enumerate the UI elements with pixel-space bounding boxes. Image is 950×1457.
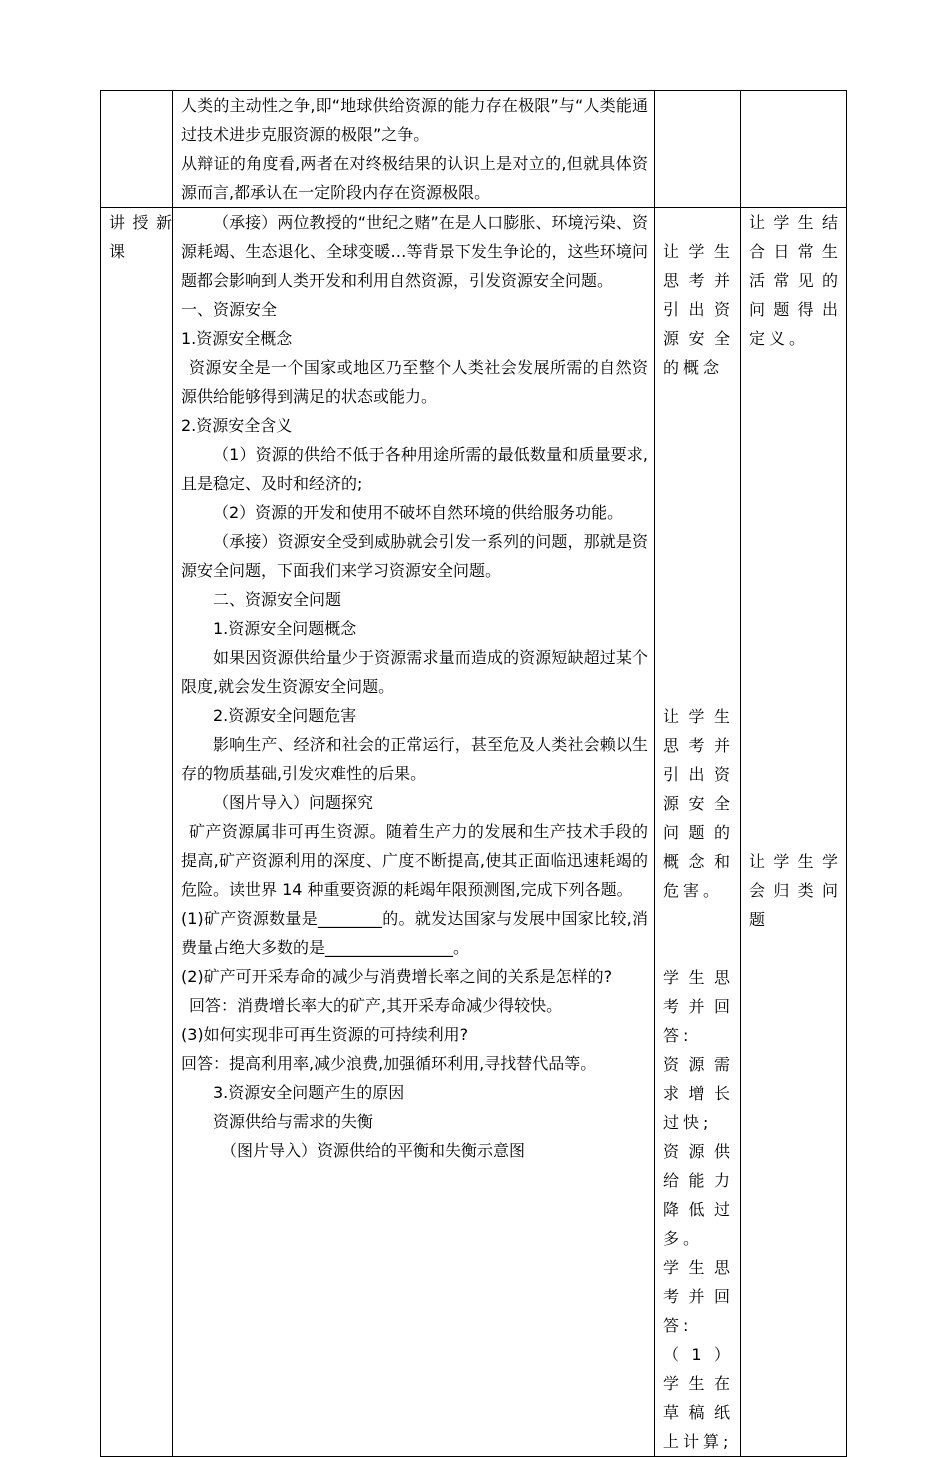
cell-teaching-content xyxy=(173,208,655,1457)
subsection-heading: 2.资源安全含义 xyxy=(181,416,293,435)
paragraph: （承接）两位教授的“世纪之赌”在是人口膨胀、环境污染、资源耗竭、生态退化、全球变暖…等背景下发生争论的，这些环境问题都会影响到人类开发和利用自然资源，引发资源安全问题。 xyxy=(181,213,648,290)
cell-student-activity xyxy=(655,208,741,1457)
paragraph: 人类的主动性之争,即“地球供给资源的能力存在极限”与“人类能通过技术进步克服资源的极限”之争。 xyxy=(181,96,648,144)
paragraph: 从辩证的角度看,两者在对终极结果的认识上是对立的,但就具体资源而言,都承认在一定阶段内存在资源极限。 xyxy=(181,154,648,202)
paragraph: 影响生产、经济和社会的正常运行，甚至危及人类社会赖以生存的物质基础,引发灾难性的后果。 xyxy=(181,735,648,783)
paragraph: 矿产资源属非可再生资源。随着生产力的发展和生产技术手段的提高,矿产资源利用的深度、广度不断提高,使其正面临迅速耗竭的危险。读世界 14 种重要资源的耗竭年限预测图,完成下列各题。 xyxy=(181,822,648,899)
spacer xyxy=(663,208,734,237)
activity-note: 让学生思考并引出资源安全问题的概念和危害。 xyxy=(663,707,734,900)
table-row-continuation xyxy=(101,91,847,208)
design-note: 让学生学会归类问题 xyxy=(749,852,842,929)
question: (2)矿产可开采寿命的减少与消费增长率之间的关系是怎样的? xyxy=(181,967,613,986)
paragraph: （1）资源的供给不低于各种用途所需的最低数量和质量要求,且是稳定、及时和经济的; xyxy=(181,445,648,493)
stage-label: 讲授新课 xyxy=(109,213,172,261)
subsection-heading: 1.资源安全问题概念 xyxy=(213,619,357,638)
activity-note: 让学生思考并引出资源安全的概念 xyxy=(663,242,734,377)
cell-design-intent-empty xyxy=(741,91,847,208)
spacer xyxy=(663,905,734,963)
activity-note: 学生思考并回答: xyxy=(663,968,734,1045)
question: (3)如何实现非可再生资源的可持续利用? xyxy=(181,1025,469,1044)
section-heading: 一、资源安全 xyxy=(181,300,278,319)
subsection-heading: 3.资源安全问题产生的原因 xyxy=(213,1083,405,1102)
cell-student-activity-empty xyxy=(655,91,741,208)
activity-note: （1）学生在草稿纸上计算; xyxy=(663,1345,734,1451)
lesson-plan-table xyxy=(100,90,847,1457)
subsection-heading: 2.资源安全问题危害 xyxy=(213,706,357,725)
spacer xyxy=(749,353,842,847)
spacer xyxy=(663,382,734,702)
paragraph: （承接）资源安全受到威胁就会引发一系列的问题，那就是资源安全问题，下面我们来学习资源安全问题。 xyxy=(181,532,648,580)
activity-note: 资源需求增长过快; xyxy=(663,1055,734,1132)
subsection-heading: 1.资源安全概念 xyxy=(181,329,293,348)
question: (1)矿产资源数量是________的。就发达国家与发展中国家比较,消费量占绝大多数的是________________。 xyxy=(181,909,648,957)
paragraph: （图片导入）问题探究 xyxy=(213,793,374,812)
cell-stage-label xyxy=(101,208,173,1457)
paragraph: （2）资源的开发和使用不破坏自然环境的供给服务功能。 xyxy=(213,503,624,522)
paragraph: （图片导入）资源供给的平衡和失衡示意图 xyxy=(221,1141,526,1160)
answer: 回答：提高利用率,减少浪费,加强循环利用,寻找替代品等。 xyxy=(181,1054,597,1073)
section-heading: 二、资源安全问题 xyxy=(213,590,342,609)
answer: 回答：消费增长率大的矿产,其开采寿命减少得较快。 xyxy=(189,996,563,1015)
paragraph: 如果因资源供给量少于资源需求量而造成的资源短缺超过某个限度,就会发生资源安全问题。 xyxy=(181,648,648,696)
paragraph: 资源供给与需求的失衡 xyxy=(213,1112,374,1131)
paragraph: 资源安全是一个国家或地区乃至整个人类社会发展所需的自然资源供给能够得到满足的状态或能力。 xyxy=(181,358,648,406)
cell-content-continuation xyxy=(173,91,655,208)
activity-note: 学生思考并回答: xyxy=(663,1258,734,1335)
cell-design-intent xyxy=(741,208,847,1457)
activity-note: 资源供给能力降低过多。 xyxy=(663,1142,734,1248)
cell-stage-empty xyxy=(101,91,173,208)
table-row-new-lesson xyxy=(101,208,847,1457)
design-note: 让学生结合日常生活常见的问题得出定义。 xyxy=(749,213,842,348)
